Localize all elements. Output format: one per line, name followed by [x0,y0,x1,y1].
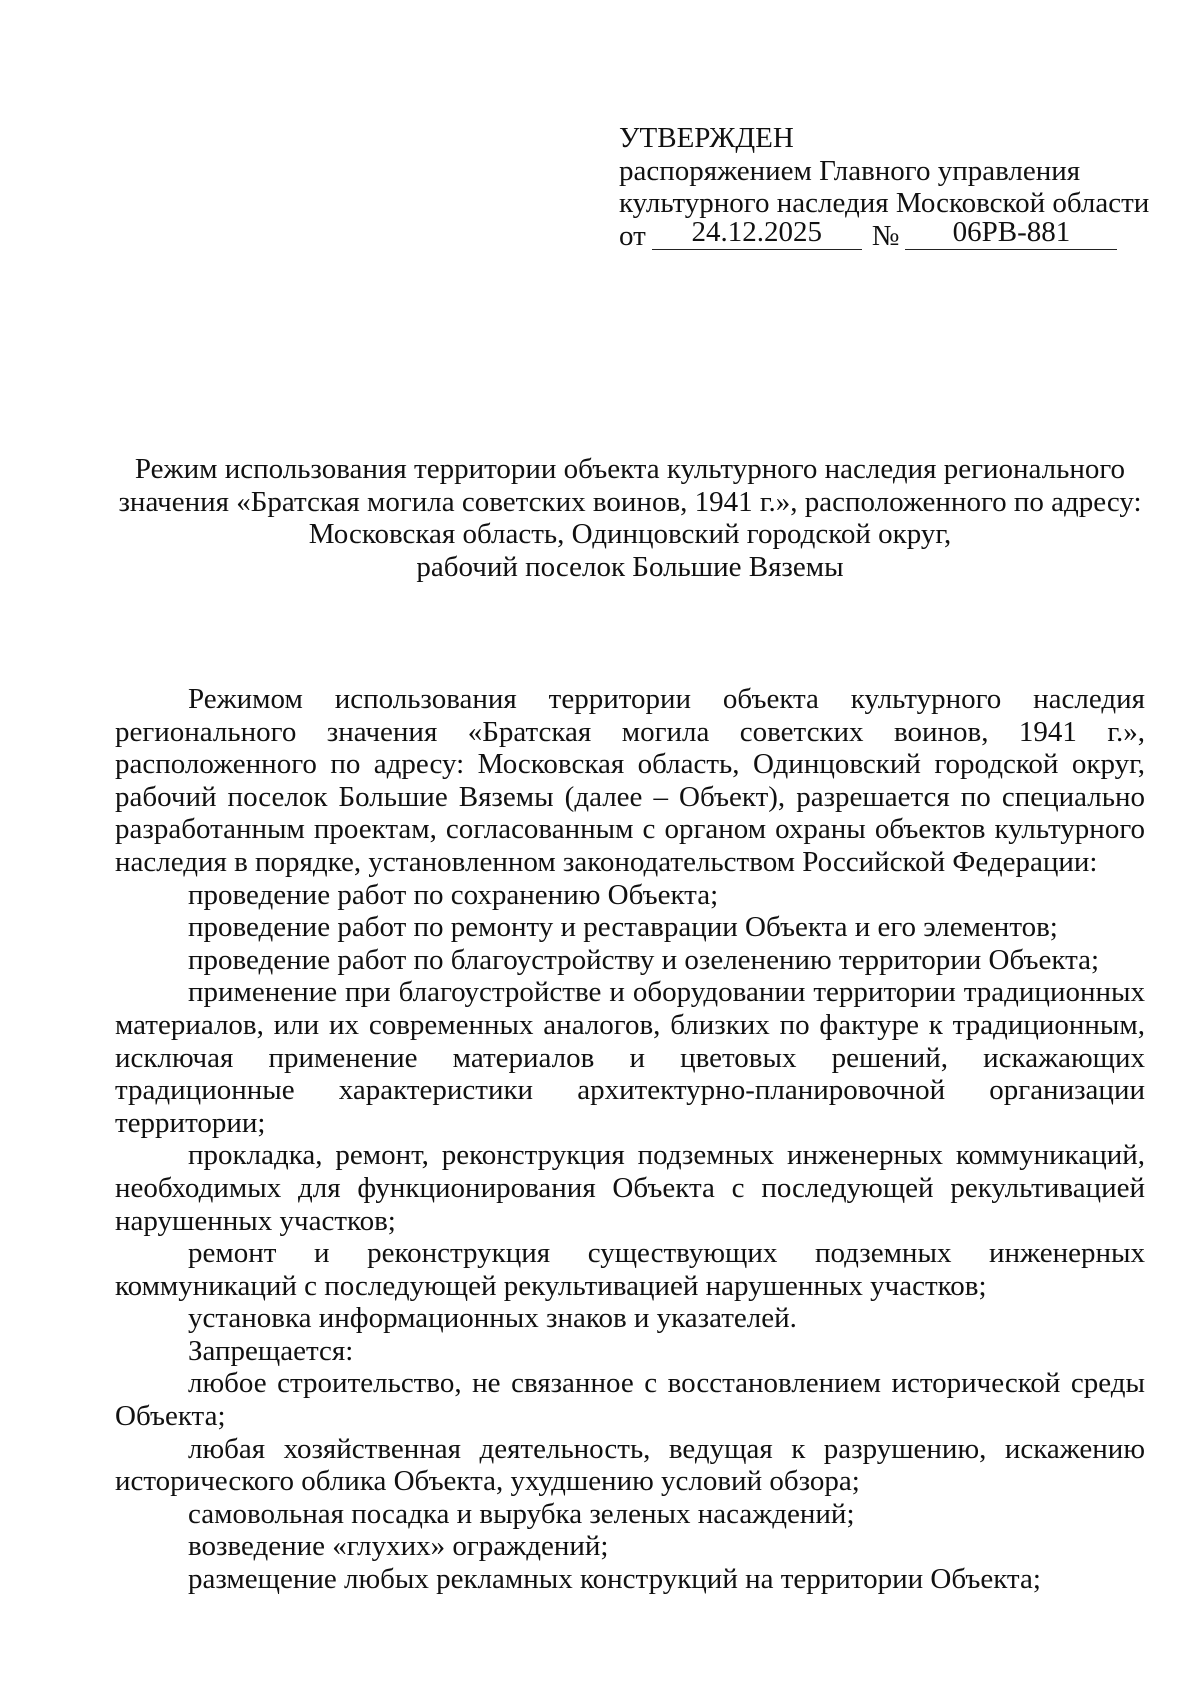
title-line-3: Московская область, Одинцовский городской округ, [308,518,952,551]
approval-line-2: культурного наследия Московской области [619,187,1150,220]
title-line-1: Режим использования территории объекта культурного наследия регионального [134,453,1126,485]
paragraph: возведение «глухих» ограждений; [188,1530,609,1563]
paragraph: установка информационных знаков и указателей. [188,1302,797,1335]
paragraph: любая хозяйственная деятельность, ведущая к разрушению, искажению исторического облика Объекта, ухудшению условий обзора; [115,1432,1145,1498]
paragraph: проведение работ по сохранению Объекта; [188,878,719,911]
number-field [905,216,1117,250]
paragraph: Запрещается: [188,1334,354,1367]
title-line-2: значения «Братская могила советских воинов, 1941 г.», расположенного по адресу: [118,485,1142,518]
paragraph: любое строительство, не связанное с восстановлением исторической среды Объекта; [115,1367,1145,1433]
document-title [115,453,1145,583]
paragraph: ремонт и реконструкция существующих подземных инженерных коммуникаций с последующей рекультивацией нарушенных участков; [115,1237,1145,1302]
date-prefix: от [619,219,646,252]
date-field [652,216,862,250]
number-prefix: № [871,219,900,252]
approval-block [619,122,1149,252]
title-line-4: рабочий поселок Большие Вяземы [416,550,844,583]
paragraph: Режимом использования территории объекта культурного наследия регионального значения «Братская могила советских воинов, 1941 г.», расположенного по адресу: Московская область, Одинцовский городской округ, рабочий поселок Большие Вяземы (далее – Объект), разрешается по специально разработанным проектам, согласованным с органом охраны объектов культурного наследия в порядке, установленном законодательством Российской Федерации: [115,683,1145,878]
approval-heading: УТВЕРЖДЕН [619,122,794,154]
paragraph: проведение работ по ремонту и реставрации Объекта и его элементов; [188,911,1058,944]
approval-line-1: распоряжением Главного управления [619,154,1081,187]
approval-date-row [619,216,1149,253]
date-value: 24.12.2025 [691,216,823,249]
paragraph: самовольная посадка и вырубка зеленых насаждений; [188,1497,855,1530]
paragraph: размещение любых рекламных конструкций на территории Объекта; [188,1563,1041,1596]
paragraph: применение при благоустройстве и оборудовании территории традиционных материалов, или их современных аналогов, близких по фактуре к традиционным, исключая применение материалов и цветовых решений, искажающих традиционные характеристики архитектурно-планировочной организации территории; [115,976,1145,1139]
paragraph: прокладка, ремонт, реконструкция подземных инженерных коммуникаций, необходимых для функционирования Объекта с последующей рекультивацией нарушенных участков; [115,1139,1145,1237]
number-value: 06РВ-881 [952,216,1071,249]
paragraph: проведение работ по благоустройству и озеленению территории Объекта; [188,943,1100,976]
document-body [115,683,1145,1596]
